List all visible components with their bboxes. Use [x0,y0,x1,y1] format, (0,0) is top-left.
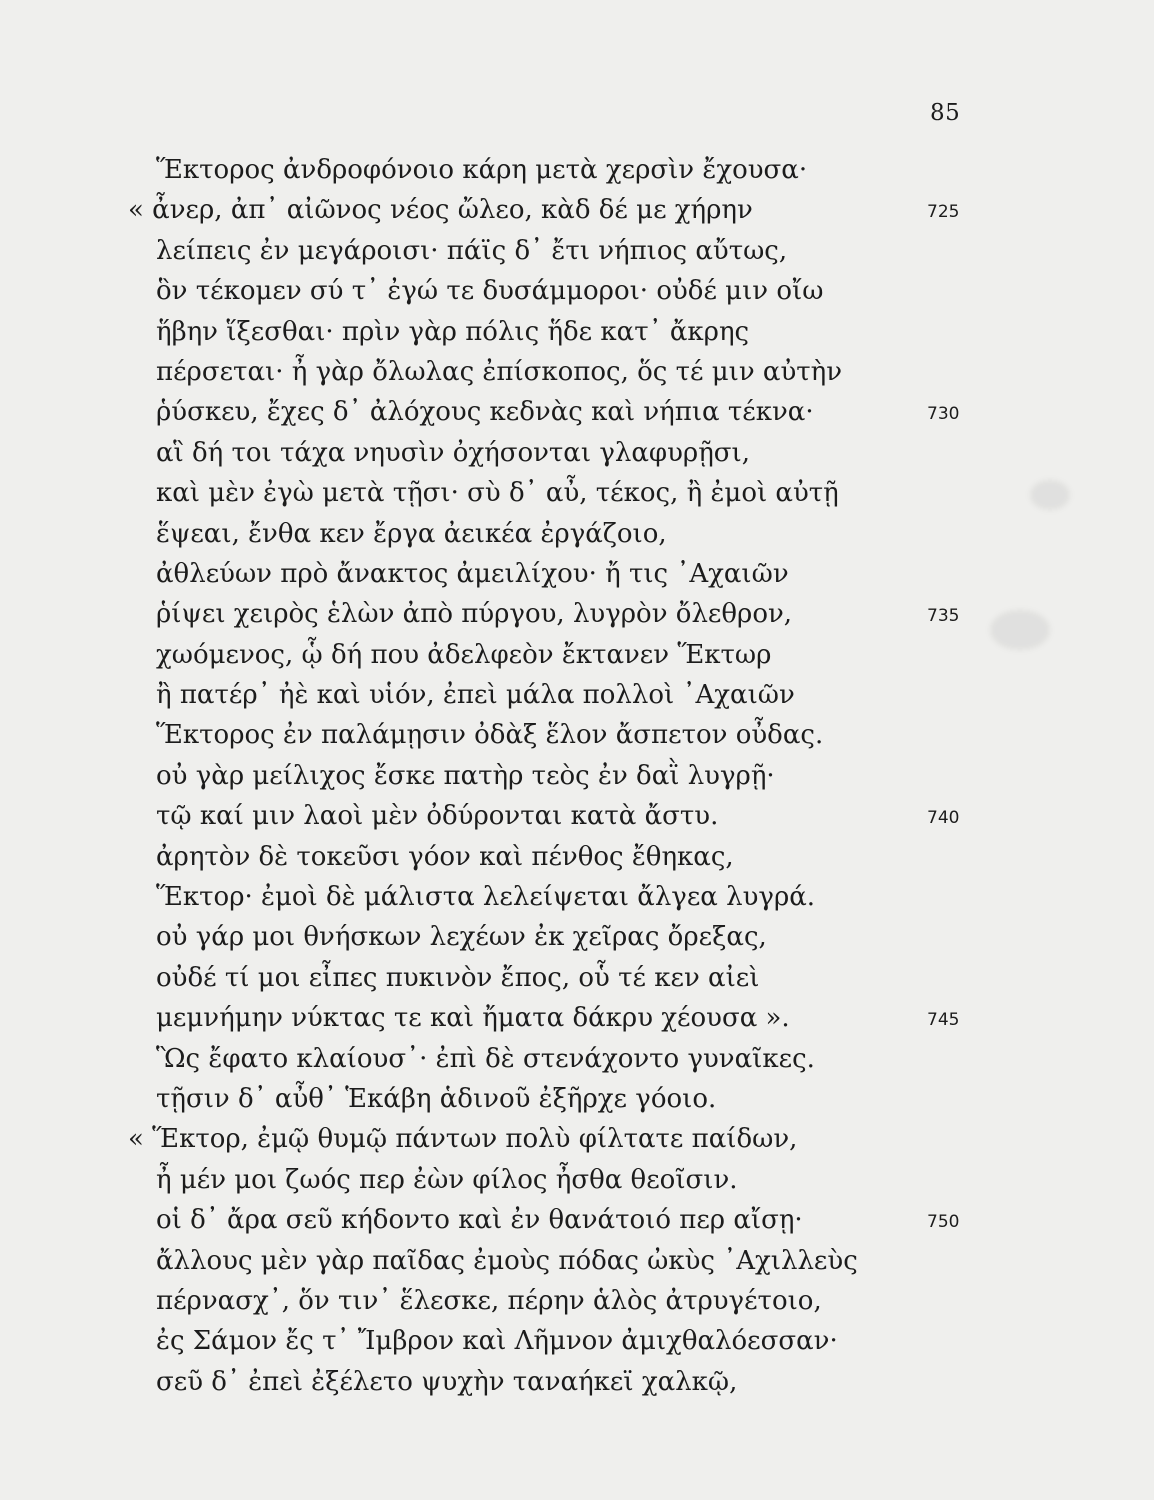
verse-line [128,877,1088,917]
line-number: 745 [927,1010,960,1031]
verse-text: ἥβην ἵξεσθαι· πρὶν γὰρ πόλις ἥδε κατ᾽ ἄκρης [156,316,750,347]
verse-line [128,958,1088,998]
verse-line [128,190,1088,230]
verse-line [128,392,1088,432]
verse-text: ῥίψει χειρὸς ἑλὼν ἀπὸ πύργου, λυγρὸν ὄλεθρον, [156,599,793,630]
verse-line [128,594,1088,634]
verse-block [128,150,1088,1402]
verse-text: οὐ γὰρ μείλιχος ἔσκε πατὴρ τεὸς ἐν δαῒ λυγρῇ· [156,760,775,791]
verse-line [128,1281,1088,1321]
verse-text: Ἕκτορος ἀνδροφόνοιο κάρη μετὰ χερσὶν ἔχουσα· [156,155,808,185]
verse-text: ἦ μέν μοι ζωός περ ἐὼν φίλος ἦσθα θεοῖσιν. [156,1164,738,1195]
verse-line [128,756,1088,796]
verse-line [128,150,1088,190]
verse-text: πέρνασχ᾽, ὅν τιν᾽ ἕλεσκε, πέρην ἁλὸς ἀτρυγέτοιο, [156,1285,822,1316]
verse-text: ὃν τέκομεν σύ τ᾽ ἐγώ τε δυσάμμοροι· οὐδέ μιν οἴω [156,276,824,307]
page-number: 85 [930,100,961,126]
verse-line [128,231,1088,271]
verse-line [128,998,1088,1038]
verse-line [128,473,1088,513]
verse-text: Ἕκτορ· ἐμοὶ δὲ μάλιστα λελείψεται ἄλγεα λυγρά. [156,882,816,913]
verse-text: οὐδέ τί μοι εἶπες πυκινὸν ἔπος, οὗ τέ κεν αἰεὶ [156,962,760,993]
verse-line [128,635,1088,675]
line-number: 735 [927,606,960,627]
verse-line [128,1160,1088,1200]
line-number: 750 [927,1212,960,1233]
verse-text: « Ἕκτορ, ἐμῷ θυμῷ πάντων πολὺ φίλτατε παίδων, [128,1124,798,1155]
verse-line [128,433,1088,473]
verse-line [128,1079,1088,1119]
verse-text: Ἕκτορος ἐν παλάμῃσιν ὀδὰξ ἕλον ἄσπετον οὖδας. [156,720,824,751]
verse-line [128,715,1088,755]
verse-text: λείπεις ἐν μεγάροισι· πάϊς δ᾽ ἔτι νήπιος αὔτως, [156,235,788,266]
verse-text: χωόμενος, ᾧ δή που ἀδελφεὸν ἔκτανεν Ἕκτωρ [156,639,772,670]
verse-text: Ὣς ἔφατο κλαίουσ᾽· ἐπὶ δὲ στενάχοντο γυναῖκες. [156,1043,815,1074]
verse-line [128,1119,1088,1159]
verse-line [128,1039,1088,1079]
verse-line [128,554,1088,594]
verse-line [128,1321,1088,1361]
verse-text: ῥύσκευ, ἔχες δ᾽ ἀλόχους κεδνὰς καὶ νήπια τέκνα· [156,397,814,428]
verse-text: σεῦ δ᾽ ἐπεὶ ἐξέλετο ψυχὴν ταναήκεϊ χαλκῷ, [156,1366,738,1397]
verse-line [128,352,1088,392]
verse-text: αἳ δή τοι τάχα νηυσὶν ὀχήσονται γλαφυρῇσι, [156,437,750,468]
verse-text: ἀθλεύων πρὸ ἄνακτος ἀμειλίχου· ἤ τις ᾿Αχαιῶν [156,558,789,589]
verse-text: καὶ μὲν ἐγὼ μετὰ τῇσι· σὺ δ᾽ αὖ, τέκος, ἢ ἐμοὶ αὐτῇ [156,478,839,509]
verse-text: ἄλλους μὲν γὰρ παῖδας ἐμοὺς πόδας ὠκὺς ᾿Αχιλλεὺς [156,1245,858,1276]
verse-text: τῷ καί μιν λαοὶ μὲν ὀδύρονται κατὰ ἄστυ. [156,801,719,832]
line-number: 725 [927,202,960,223]
verse-line [128,796,1088,836]
verse-line [128,1362,1088,1402]
verse-text: μεμνήμην νύκτας τε καὶ ἤματα δάκρυ χέουσα ». [156,1003,790,1034]
verse-text: ἢ πατέρ᾽ ἠὲ καὶ υἱόν, ἐπεὶ μάλα πολλοὶ ᾿Αχαιῶν [156,680,795,711]
verse-line [128,675,1088,715]
verse-line [128,514,1088,554]
verse-line [128,1241,1088,1281]
verse-text: « ἆνερ, ἀπ᾽ αἰῶνος νέος ὤλεο, κὰδ δέ με χήρην [128,195,753,226]
line-number: 730 [927,404,960,425]
verse-text: οὐ γάρ μοι θνήσκων λεχέων ἐκ χεῖρας ὄρεξας, [156,922,767,953]
verse-text: ἕψεαι, ἔνθα κεν ἔργα ἀεικέα ἐργάζοιο, [156,518,667,549]
verse-line [128,1200,1088,1240]
verse-text: ἀρητὸν δὲ τοκεῦσι γόον καὶ πένθος ἔθηκας, [156,841,734,872]
verse-text: πέρσεται· ἦ γὰρ ὄλωλας ἐπίσκοπος, ὅς τέ μιν αὐτὴν [156,356,843,387]
verse-line [128,837,1088,877]
line-number: 740 [927,808,960,829]
verse-line [128,312,1088,352]
verse-text: ἐς Σάμον ἔς τ᾽ Ἴμβρον καὶ Λῆμνον ἀμιχθαλόεσσαν· [156,1326,838,1357]
verse-text: τῇσιν δ᾽ αὖθ᾽ Ἑκάβη ἁδινοῦ ἐξῆρχε γόοιο. [156,1083,717,1114]
verse-line [128,271,1088,311]
verse-line [128,917,1088,957]
verse-text: οἱ δ᾽ ἄρα σεῦ κήδοντο καὶ ἐν θανάτοιό περ αἴσῃ· [156,1205,803,1236]
